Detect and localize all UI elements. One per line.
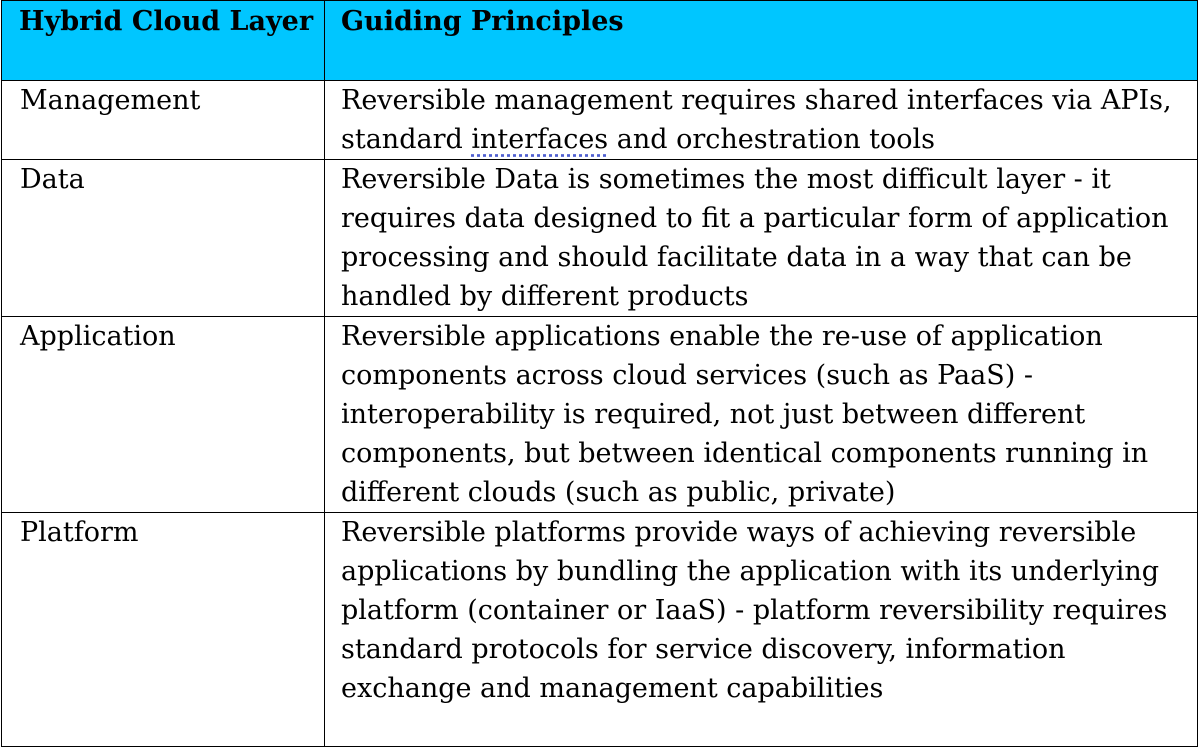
table-row (2, 81, 1198, 160)
table-header-row (2, 1, 1198, 81)
header-guiding-principles: Guiding Principles (325, 1, 1198, 81)
layer-cell: Data (2, 160, 325, 317)
principle-text: and orchestration tools (608, 124, 936, 155)
header-hybrid-cloud-layer: Hybrid Cloud Layer (2, 1, 325, 81)
layer-cell: Platform (2, 513, 325, 747)
table-row (2, 160, 1198, 317)
principle-text: Reversible management requires shared interfaces via APIs, standard (341, 85, 1172, 155)
principle-cell: Reversible platforms provide ways of achieving reversible applications by bundling the application with its underlying platform (container or IaaS) - platform reversibility requires standard protocols for service discovery, information exchange and management capabilities (325, 513, 1198, 747)
layer-cell: Application (2, 317, 325, 513)
hybrid-cloud-table (1, 0, 1198, 747)
table-row (2, 513, 1198, 747)
table-row (2, 317, 1198, 513)
spellcheck-underlined-word: interfaces (471, 124, 609, 155)
principle-cell: Reversible applications enable the re-use of application components across cloud services (such as PaaS) - interoperability is required, not just between different components, but between identical components running in different clouds (such as public, private) (325, 317, 1198, 513)
layer-cell: Management (2, 81, 325, 160)
principle-cell (325, 81, 1198, 160)
principle-cell: Reversible Data is sometimes the most difficult layer - it requires data designed to fit a particular form of application processing and should facilitate data in a way that can be handled by different products (325, 160, 1198, 317)
